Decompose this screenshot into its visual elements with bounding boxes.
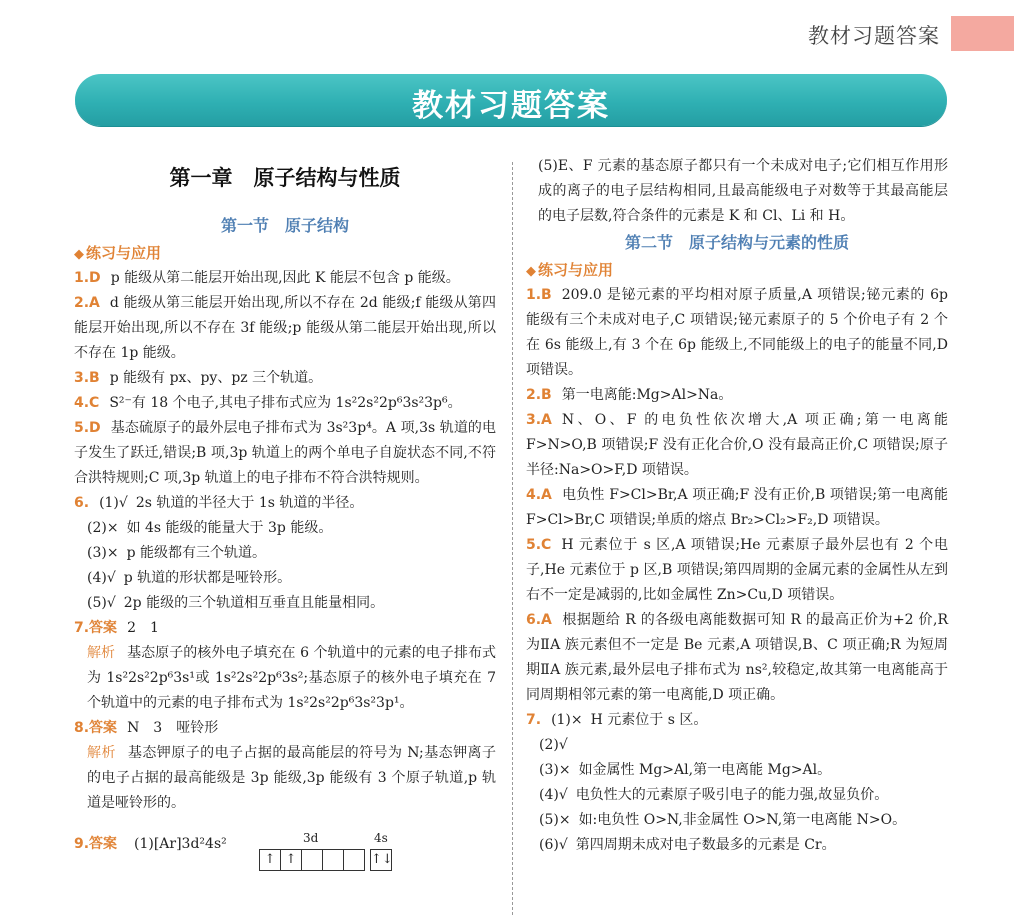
answer-item bbox=[74, 616, 496, 641]
banner-title: 教材习题答案 bbox=[412, 88, 610, 124]
answer-item bbox=[74, 391, 496, 416]
answer-subitem bbox=[526, 733, 948, 758]
left-column bbox=[74, 154, 497, 867]
judgement-mark: (3)× bbox=[539, 762, 571, 778]
answer-item bbox=[74, 366, 496, 391]
answer-item bbox=[74, 416, 496, 491]
answer-text: 如金属性 Mg>Al,第一电离能 Mg>Al。 bbox=[578, 762, 832, 778]
answer-text: p 能级从第二能层开始出现,因此 K 能层不包含 p 能级。 bbox=[110, 270, 460, 286]
orbital-boxes-4s bbox=[371, 849, 392, 869]
question-number: 7. bbox=[526, 712, 542, 728]
diamond-icon: ◆ bbox=[74, 247, 84, 262]
answer-item bbox=[526, 608, 948, 708]
orbital-box: ↑ bbox=[280, 849, 302, 871]
answer-subitem bbox=[74, 516, 496, 541]
answer-item bbox=[74, 291, 496, 366]
judgement-mark: (4)√ bbox=[87, 570, 116, 586]
header-accent-tab bbox=[951, 16, 1014, 51]
answer-text: 如:电负性 O>N,非金属性 O>N,第一电离能 N>O。 bbox=[578, 812, 907, 828]
analysis-text: 基态钾原子的电子占据的最高能层的符号为 N;基态钾离子的电子占据的最高能级是 3p 能级,3p 能级有 3 个原子轨道,p 轨道是哑铃形的。 bbox=[87, 745, 497, 811]
answer-item bbox=[526, 483, 948, 533]
answer-text: 2p 能级的三个轨道相互垂直且能量相同。 bbox=[123, 595, 385, 611]
answer-item bbox=[74, 716, 496, 741]
judgement-mark: (1)√ bbox=[99, 495, 128, 511]
answer-text: p 轨道的形状都是哑铃形。 bbox=[123, 570, 292, 586]
chapter-title: 第一章 原子结构与性质 bbox=[169, 166, 401, 190]
answer-item bbox=[74, 266, 496, 291]
answer-text: d 能级从第三能层开始出现,所以不存在 2d 能级;f 能级从第四能层开始出现,所以不存在 3f 能级;p 能级从第二能层开始出现,所以不存在 1p 能级。 bbox=[74, 295, 496, 361]
continued-text: (5)E、F 元素的基态原子都只有一个未成对电子;它们相互作用形成的离子的电子层结构相同,且最高能级电子对数等于其最高能层的电子层数,符合条件的元素是 K 和 Cl、Li 和 H。 bbox=[538, 158, 948, 224]
answer-text: p 能级有 px、py、pz 三个轨道。 bbox=[109, 370, 323, 386]
orbital-box bbox=[322, 849, 344, 871]
answer-text: 基态硫原子的最外层电子排布式为 3s²3p⁴。A 项,3s 轨道的电子发生了跃迁,错误;B 项,3p 轨道上的两个单电子自旋状态不同,不符合洪特规则;C 项,3p 轨道上的电子排布不符合洪特规则。 bbox=[74, 420, 496, 486]
answer-value: N 3 哑铃形 bbox=[127, 720, 219, 736]
question-number: 3.B bbox=[74, 370, 100, 386]
answer-item bbox=[526, 283, 948, 383]
question-number: 9.答案 bbox=[74, 836, 118, 852]
orbital-box bbox=[301, 849, 323, 871]
answer-text: p 能级都有三个轨道。 bbox=[126, 545, 266, 561]
judgement-mark: (3)× bbox=[87, 545, 119, 561]
answer-item bbox=[526, 708, 948, 733]
question-number: 2.A bbox=[74, 295, 100, 311]
subsection-label: 练习与应用 bbox=[538, 261, 614, 279]
orbital-box: ↑↓ bbox=[370, 849, 392, 871]
analysis-text: 基态原子的核外电子填充在 6 个轨道中的元素的电子排布式为 1s²2s²2p⁶3s¹或 1s²2s²2p⁶3s²;基态原子的核外电子填充在 7 个轨道中的元素的电子排布式为 1s²2s²2p⁶3s²3p¹。 bbox=[87, 645, 497, 711]
judgement-mark: (5)√ bbox=[87, 595, 116, 611]
analysis bbox=[74, 741, 496, 816]
answer-subitem bbox=[74, 591, 496, 616]
answer-value: 2 1 bbox=[127, 620, 159, 636]
orbital-label-4s: 4s bbox=[374, 831, 388, 845]
answer-text: 209.0 是铋元素的平均相对原子质量,A 项错误;铋元素的 6p 能级有三个未成对电子,C 项错误;铋元素原子的 5 个价电子有 2 个在 6s 能级上,有 3 个在 6p 能级上,不同能级上的电子的能量不同,D 项错误。 bbox=[526, 287, 948, 378]
section-title: 第二节 原子结构与元素的性质 bbox=[624, 233, 849, 252]
column-divider bbox=[512, 162, 513, 915]
analysis-label: 解析 bbox=[87, 745, 116, 761]
answer-subitem bbox=[74, 566, 496, 591]
section-title: 第一节 原子结构 bbox=[220, 216, 349, 235]
answer-item bbox=[74, 491, 496, 516]
question-number: 4.C bbox=[74, 395, 100, 411]
answer-subitem bbox=[526, 808, 948, 833]
answer-text: 电负性大的元素原子吸引电子的能力强,故显负价。 bbox=[575, 787, 889, 803]
question-number: 1.B bbox=[526, 287, 552, 303]
answer-subitem bbox=[526, 833, 948, 858]
answer-text: (1)[Ar]3d²4s² bbox=[134, 836, 227, 852]
title-banner bbox=[75, 74, 947, 126]
diamond-icon: ◆ bbox=[526, 264, 536, 279]
judgement-mark: (2)√ bbox=[539, 737, 568, 753]
answer-text: H 元素位于 s 区,A 项错误;He 元素原子最外层也有 2 个电子,He 元素位于 p 区,B 项错误;第四周期的金属元素的金属性从左到右不一定是减弱的,比如金属性 Zn>Cu,D 项错误。 bbox=[526, 537, 948, 603]
judgement-mark: (1)× bbox=[551, 712, 583, 728]
answer-subitem bbox=[526, 783, 948, 808]
answer-text: H 元素位于 s 区。 bbox=[590, 712, 708, 728]
question-number: 1.D bbox=[74, 270, 101, 286]
judgement-mark: (2)× bbox=[87, 520, 119, 536]
answer-text: 电负性 F>Cl>Br,A 项正确;F 没有正价,B 项错误;第一电离能 F>Cl>Br,C 项错误;单质的熔点 Br₂>Cl₂>F₂,D 项错误。 bbox=[526, 487, 948, 528]
answer-item bbox=[526, 383, 948, 408]
orbital-box bbox=[343, 849, 365, 871]
answer-text: 第一电离能:Mg>Al>Na。 bbox=[561, 387, 733, 403]
judgement-mark: (5)× bbox=[539, 812, 571, 828]
question-number: 7.答案 bbox=[74, 620, 118, 636]
judgement-mark: (6)√ bbox=[539, 837, 568, 853]
question-number: 5.C bbox=[526, 537, 552, 553]
orbital-boxes-3d bbox=[260, 849, 365, 869]
subsection-label: 练习与应用 bbox=[86, 244, 162, 262]
subsection-heading bbox=[526, 257, 948, 283]
header-tab-label: 教材习题答案 bbox=[808, 24, 940, 48]
answer-text: 2s 轨道的半径大于 1s 轨道的半径。 bbox=[135, 495, 364, 511]
question-number: 4.A bbox=[526, 487, 552, 503]
question-number: 8.答案 bbox=[74, 720, 118, 736]
question-number: 3.A bbox=[526, 412, 552, 428]
question-number: 6.A bbox=[526, 612, 552, 628]
question-number: 2.B bbox=[526, 387, 552, 403]
answer-text: N、O、F 的电负性依次增大,A 项正确;第一电离能 F>N>O,B 项错误;F 没有正化合价,O 没有最高正价,C 项错误;原子半径:Na>O>F,D 项错误。 bbox=[526, 412, 948, 478]
answer-text: 如 4s 能级的能量大于 3p 能级。 bbox=[126, 520, 333, 536]
answer-subitem bbox=[74, 541, 496, 566]
orbital-box: ↑ bbox=[259, 849, 281, 871]
subsection-heading bbox=[74, 240, 496, 266]
question-number: 5.D bbox=[74, 420, 101, 436]
analysis-label: 解析 bbox=[87, 645, 116, 661]
orbital-diagram-row bbox=[74, 816, 496, 867]
judgement-mark: (4)√ bbox=[539, 787, 568, 803]
answer-item bbox=[526, 533, 948, 608]
question-number: 6. bbox=[74, 495, 90, 511]
analysis bbox=[74, 641, 496, 716]
right-column bbox=[526, 154, 948, 858]
answer-text: 第四周期未成对电子数最多的元素是 Cr。 bbox=[575, 837, 836, 853]
answer-text: 根据题给 R 的各级电离能数据可知 R 的最高正价为+2 价,R 为ⅡA 族元素但不一定是 Be 元素,A 项错误,B、C 项正确;R 为短周期ⅡA 族元素,最外层电子排布式为 ns²,较稳定,故其第一电离能高于同周期相邻元素的第一电离能,D 项正确。 bbox=[526, 612, 948, 703]
orbital-label-3d: 3d bbox=[303, 831, 319, 845]
answer-text: S²⁻有 18 个电子,其电子排布式应为 1s²2s²2p⁶3s²3p⁶。 bbox=[109, 395, 462, 411]
answer-item bbox=[526, 408, 948, 483]
answer-subitem bbox=[526, 758, 948, 783]
